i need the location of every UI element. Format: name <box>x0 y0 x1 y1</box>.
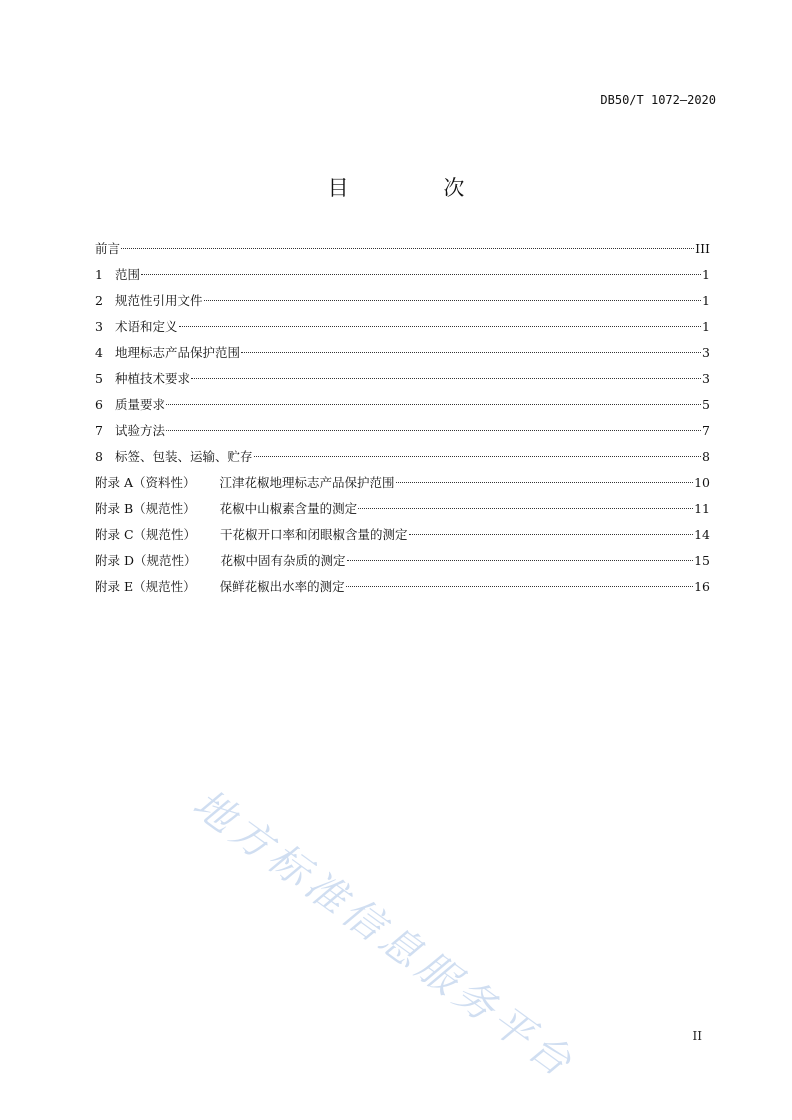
table-of-contents <box>95 236 710 600</box>
toc-entry-label: 标签、包装、运输、贮存 <box>115 449 253 464</box>
toc-appendix-title: 花椒中固有杂质的测定 <box>220 553 346 568</box>
toc-entry-appendix-b[interactable] <box>95 496 710 522</box>
toc-leader <box>166 404 701 405</box>
toc-entry-page: III <box>695 241 710 256</box>
toc-entry-label: 规范性引用文件 <box>115 293 203 308</box>
toc-entry-6[interactable] <box>95 392 710 418</box>
toc-appendix-label: 附录 C（规范性） <box>95 527 197 542</box>
toc-leader <box>346 586 693 587</box>
toc-entry-number: 6 <box>95 397 103 412</box>
toc-leader <box>396 482 694 483</box>
toc-entry-number: 2 <box>95 293 103 308</box>
toc-leader <box>191 378 701 379</box>
toc-leader <box>141 274 701 275</box>
toc-entry-4[interactable] <box>95 340 710 366</box>
toc-entry-page: 14 <box>694 527 710 542</box>
toc-entry-foreword[interactable] <box>95 236 710 262</box>
toc-entry-page: 1 <box>702 293 710 308</box>
toc-leader <box>179 326 701 327</box>
toc-entry-8[interactable] <box>95 444 710 470</box>
toc-appendix-label: 附录 E（规范性） <box>95 579 196 594</box>
toc-leader <box>204 300 701 301</box>
toc-entry-label: 范围 <box>115 267 141 282</box>
toc-entry-number: 7 <box>95 423 103 438</box>
toc-entry-appendix-e[interactable] <box>95 574 710 600</box>
toc-entry-number: 1 <box>95 267 103 282</box>
toc-entry-number: 4 <box>95 345 103 360</box>
footer-page-number: II <box>692 1029 702 1043</box>
toc-leader <box>254 456 701 457</box>
document-code: DB50/T 1072—2020 <box>600 93 716 107</box>
toc-entry-page: 7 <box>702 423 710 438</box>
toc-leader <box>121 248 694 249</box>
toc-entry-page: 11 <box>694 501 710 516</box>
toc-entry-number: 3 <box>95 319 103 334</box>
toc-appendix-label: 附录 A（资料性） <box>95 475 196 490</box>
toc-leader <box>241 352 701 353</box>
toc-entry-5[interactable] <box>95 366 710 392</box>
toc-entry-label: 术语和定义 <box>115 319 178 334</box>
toc-entry-page: 3 <box>702 371 710 386</box>
toc-entry-page: 1 <box>702 319 710 334</box>
toc-entry-label: 地理标志产品保护范围 <box>115 345 241 360</box>
toc-entry-appendix-d[interactable] <box>95 548 710 574</box>
toc-entry-2[interactable] <box>95 288 710 314</box>
toc-leader <box>358 508 693 509</box>
toc-entry-number: 8 <box>95 449 103 464</box>
toc-appendix-title: 花椒中山椒素含量的测定 <box>219 501 358 516</box>
toc-entry-appendix-a[interactable] <box>95 470 710 496</box>
toc-entry-page: 16 <box>694 579 710 594</box>
toc-entry-page: 8 <box>702 449 710 464</box>
toc-entry-number: 5 <box>95 371 103 386</box>
toc-entry-1[interactable] <box>95 262 710 288</box>
toc-entry-label: 种植技术要求 <box>115 371 191 386</box>
toc-leader <box>166 430 701 431</box>
watermark: 地方标准信息服务平台 <box>184 780 584 1089</box>
toc-entry-page: 15 <box>694 553 710 568</box>
toc-entry-3[interactable] <box>95 314 710 340</box>
toc-appendix-label: 附录 B（规范性） <box>95 501 196 516</box>
toc-leader <box>409 534 694 535</box>
toc-entry-page: 10 <box>694 475 710 490</box>
toc-entry-page: 3 <box>702 345 710 360</box>
toc-entry-appendix-c[interactable] <box>95 522 710 548</box>
toc-entry-label: 前言 <box>95 241 121 256</box>
toc-entry-page: 5 <box>702 397 710 412</box>
toc-appendix-title: 江津花椒地理标志产品保护范围 <box>219 475 395 490</box>
toc-appendix-title: 保鲜花椒出水率的测定 <box>219 579 345 594</box>
toc-entry-page: 1 <box>702 267 710 282</box>
toc-appendix-title: 干花椒开口率和闭眼椒含量的测定 <box>220 527 408 542</box>
toc-entry-7[interactable] <box>95 418 710 444</box>
toc-appendix-label: 附录 D（规范性） <box>95 553 197 568</box>
page-title: 目 次 <box>327 176 509 200</box>
toc-entry-label: 试验方法 <box>115 423 166 438</box>
toc-leader <box>347 560 694 561</box>
toc-entry-label: 质量要求 <box>115 397 166 412</box>
